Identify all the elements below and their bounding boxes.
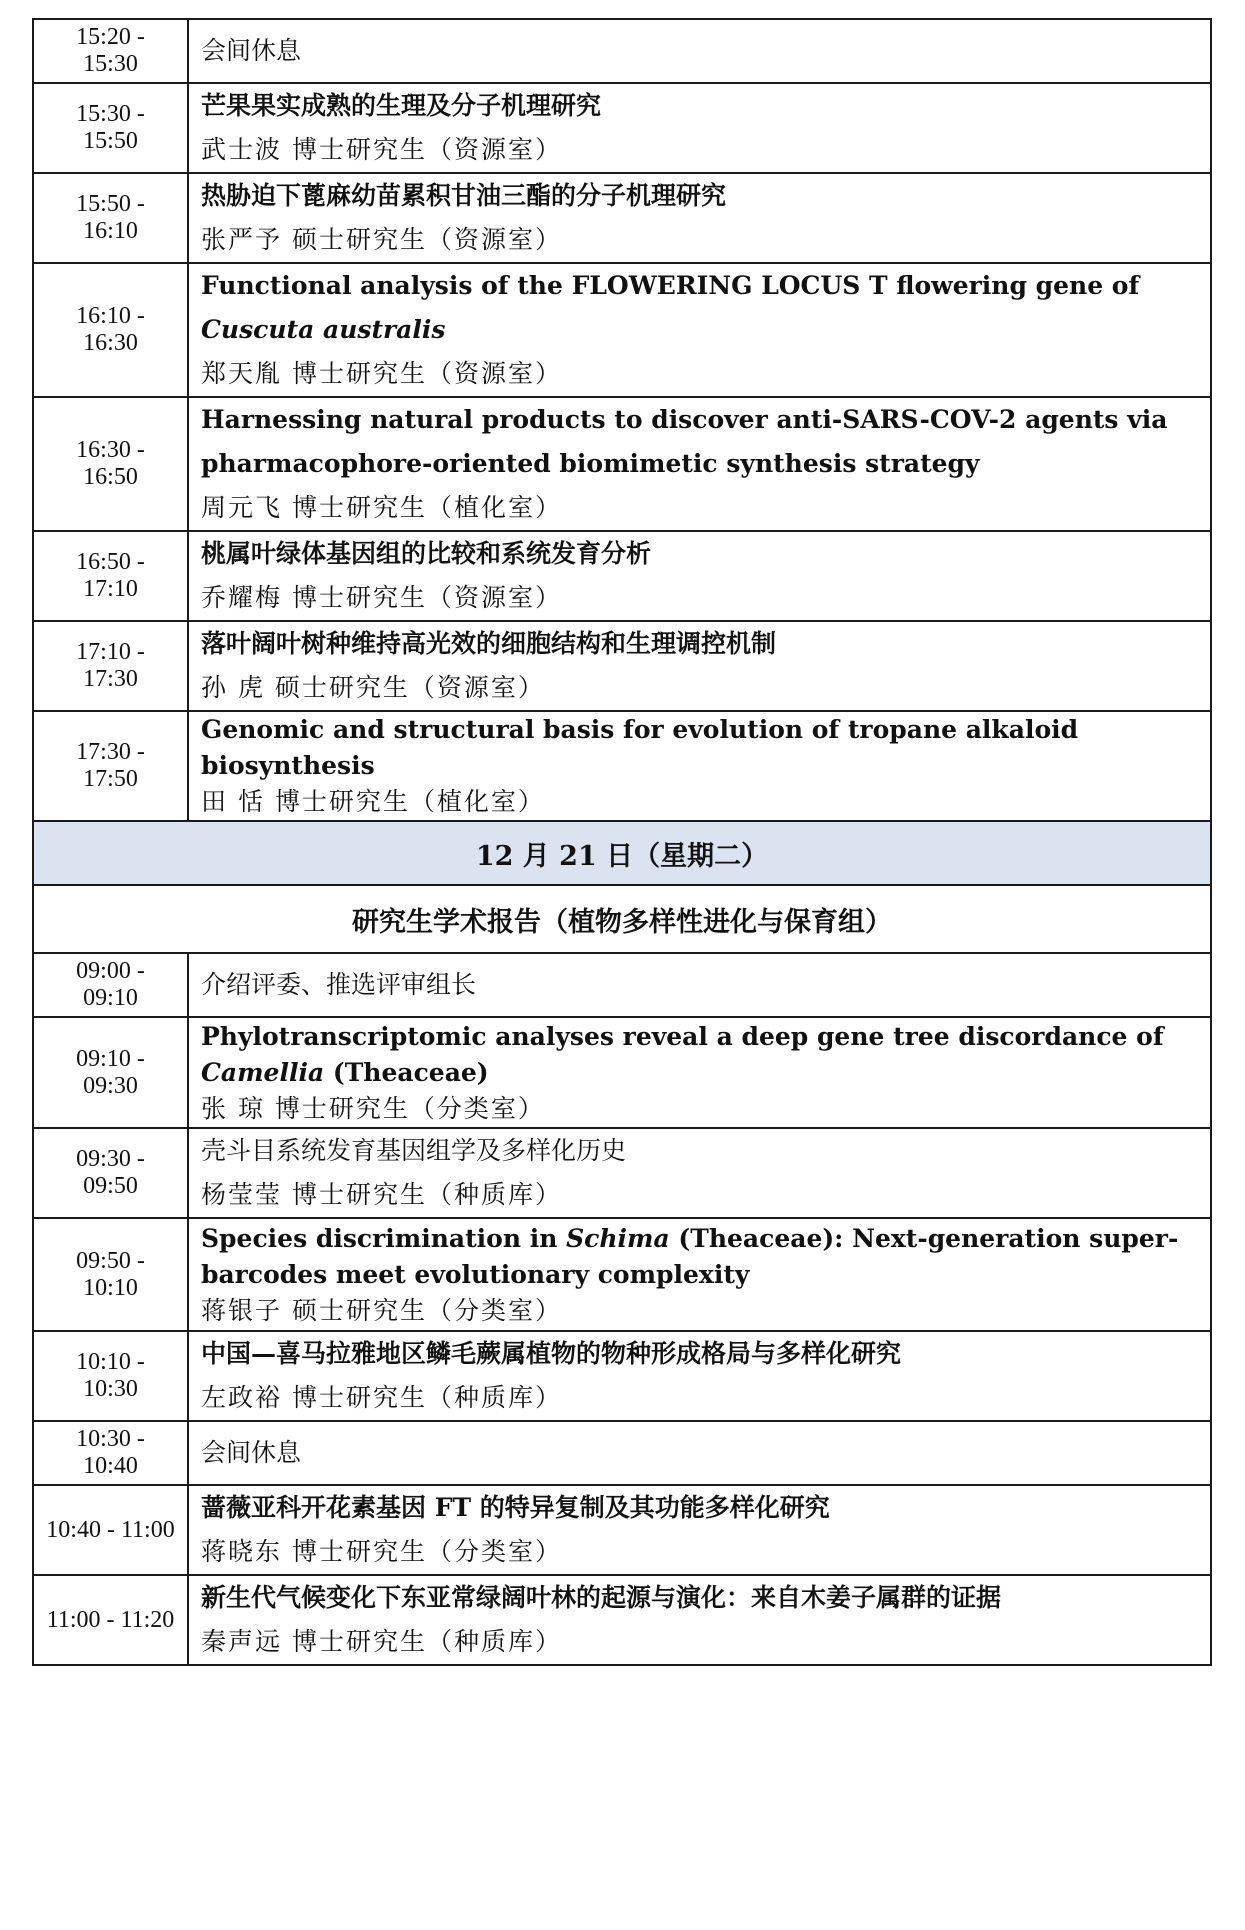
table-row bbox=[33, 1421, 1211, 1485]
table-row bbox=[33, 711, 1211, 821]
talk-title: 会间休息 bbox=[201, 1438, 302, 1467]
content-cell bbox=[188, 397, 1211, 531]
time-cell: 09:50 - 10:10 bbox=[33, 1218, 188, 1331]
table-row bbox=[33, 1218, 1211, 1331]
table-row bbox=[33, 953, 1211, 1017]
time-cell: 09:10 - 09:30 bbox=[33, 1017, 188, 1128]
table-row bbox=[33, 531, 1211, 621]
content-cell bbox=[188, 1017, 1211, 1128]
time-cell: 17:30 - 17:50 bbox=[33, 711, 188, 821]
content-cell bbox=[188, 1331, 1211, 1421]
content-cell bbox=[188, 953, 1211, 1017]
time-cell: 10:40 - 11:00 bbox=[33, 1485, 188, 1575]
table-row bbox=[33, 621, 1211, 711]
time-cell: 15:20 - 15:30 bbox=[33, 19, 188, 83]
content-cell bbox=[188, 1218, 1211, 1331]
speaker: 田 恬 博士研究生（植化室） bbox=[201, 787, 545, 816]
talk-title: Genomic and structural basis for evolution of tropane alkaloid biosynthesis bbox=[201, 715, 1079, 780]
talk-title-text: Phylotranscriptomic analyses reveal a deep gene tree discordance of bbox=[201, 1021, 1164, 1051]
schedule-table bbox=[32, 18, 1212, 1666]
talk-title-text: Species discrimination in bbox=[201, 1223, 567, 1253]
speaker: 乔耀梅 博士研究生（资源室） bbox=[201, 583, 562, 612]
time-cell: 16:50 - 17:10 bbox=[33, 531, 188, 621]
talk-title: 落叶阔叶树种维持高光效的细胞结构和生理调控机制 bbox=[201, 629, 777, 658]
talk-title: 中国—喜马拉雅地区鳞毛蕨属植物的物种形成格局与多样化研究 bbox=[201, 1339, 902, 1368]
content-cell bbox=[188, 1128, 1211, 1218]
content-cell bbox=[188, 621, 1211, 711]
speaker: 孙 虎 硕士研究生（资源室） bbox=[201, 673, 545, 702]
table-row bbox=[33, 173, 1211, 263]
content-cell bbox=[188, 173, 1211, 263]
talk-title: 会间休息 bbox=[201, 36, 302, 65]
time-cell: 10:10 - 10:30 bbox=[33, 1331, 188, 1421]
talk-title: 热胁迫下蓖麻幼苗累积甘油三酯的分子机理研究 bbox=[201, 181, 727, 210]
schedule-page bbox=[32, 18, 1212, 1666]
content-cell bbox=[188, 19, 1211, 83]
table-row bbox=[33, 1017, 1211, 1128]
table-row bbox=[33, 1128, 1211, 1218]
talk-title: 桃属叶绿体基因组的比较和系统发育分析 bbox=[201, 539, 652, 568]
time-cell: 16:10 - 16:30 bbox=[33, 263, 188, 397]
content-cell bbox=[188, 711, 1211, 821]
content-cell bbox=[188, 1575, 1211, 1665]
talk-title bbox=[201, 1019, 1198, 1091]
talk-title bbox=[201, 1221, 1198, 1293]
content-cell bbox=[188, 263, 1211, 397]
time-cell: 16:30 - 16:50 bbox=[33, 397, 188, 531]
speaker: 秦声远 博士研究生（种质库） bbox=[201, 1627, 562, 1656]
time-cell: 09:00 - 09:10 bbox=[33, 953, 188, 1017]
content-cell bbox=[188, 1485, 1211, 1575]
content-cell bbox=[188, 83, 1211, 173]
talk-title-text: (Theaceae): Next-generation super-barcodes meet evolutionary complexity bbox=[201, 1223, 1179, 1289]
talk-title-text: Functional analysis of the FLOWERING LOCUS T flowering gene of bbox=[201, 271, 1140, 300]
table-row bbox=[33, 1485, 1211, 1575]
table-row bbox=[33, 397, 1211, 531]
time-cell: 10:30 - 10:40 bbox=[33, 1421, 188, 1485]
content-cell bbox=[188, 1421, 1211, 1485]
talk-title: Harnessing natural products to discover anti-SARS-COV-2 agents via pharmacophore-oriented biomimetic synthesis strategy bbox=[201, 405, 1168, 478]
speaker: 郑天胤 博士研究生（资源室） bbox=[201, 359, 562, 388]
speaker: 张 琼 博士研究生（分类室） bbox=[201, 1093, 545, 1123]
speaker: 左政裕 博士研究生（种质库） bbox=[201, 1383, 562, 1412]
table-row bbox=[33, 1575, 1211, 1665]
table-row bbox=[33, 83, 1211, 173]
time-cell: 17:10 - 17:30 bbox=[33, 621, 188, 711]
content-cell bbox=[188, 531, 1211, 621]
speaker: 张严予 硕士研究生（资源室） bbox=[201, 225, 562, 254]
time-cell: 11:00 - 11:20 bbox=[33, 1575, 188, 1665]
talk-title: 介绍评委、推选评审组长 bbox=[201, 970, 477, 999]
table-row bbox=[33, 19, 1211, 83]
day-header-row bbox=[33, 821, 1211, 885]
talk-title: 壳斗目系统发育基因组学及多样化历史 bbox=[201, 1136, 627, 1165]
talk-title: 蔷薇亚科开花素基因 FT 的特异复制及其功能多样化研究 bbox=[201, 1493, 830, 1522]
talk-title bbox=[201, 264, 1198, 352]
talk-title-text: (Theaceae) bbox=[324, 1057, 489, 1087]
section-header: 研究生学术报告（植物多样性进化与保育组） bbox=[33, 885, 1211, 953]
speaker: 蒋晓东 博士研究生（分类室） bbox=[201, 1537, 562, 1566]
talk-title: 芒果果实成熟的生理及分子机理研究 bbox=[201, 91, 602, 120]
table-row bbox=[33, 1331, 1211, 1421]
species-name: Schima bbox=[566, 1223, 670, 1253]
species-name: Cuscuta australis bbox=[201, 315, 446, 344]
section-header-row bbox=[33, 885, 1211, 953]
speaker: 杨莹莹 博士研究生（种质库） bbox=[201, 1180, 562, 1209]
time-cell: 15:30 - 15:50 bbox=[33, 83, 188, 173]
day-header: 12 月 21 日（星期二） bbox=[33, 821, 1211, 885]
time-cell: 09:30 - 09:50 bbox=[33, 1128, 188, 1218]
species-name: Camellia bbox=[201, 1057, 325, 1087]
table-row bbox=[33, 263, 1211, 397]
speaker: 蒋银子 硕士研究生（分类室） bbox=[201, 1295, 562, 1325]
time-cell: 15:50 - 16:10 bbox=[33, 173, 188, 263]
speaker: 周元飞 博士研究生（植化室） bbox=[201, 493, 562, 522]
speaker: 武士波 博士研究生（资源室） bbox=[201, 135, 562, 164]
talk-title: 新生代气候变化下东亚常绿阔叶林的起源与演化：来自木姜子属群的证据 bbox=[201, 1583, 1002, 1612]
